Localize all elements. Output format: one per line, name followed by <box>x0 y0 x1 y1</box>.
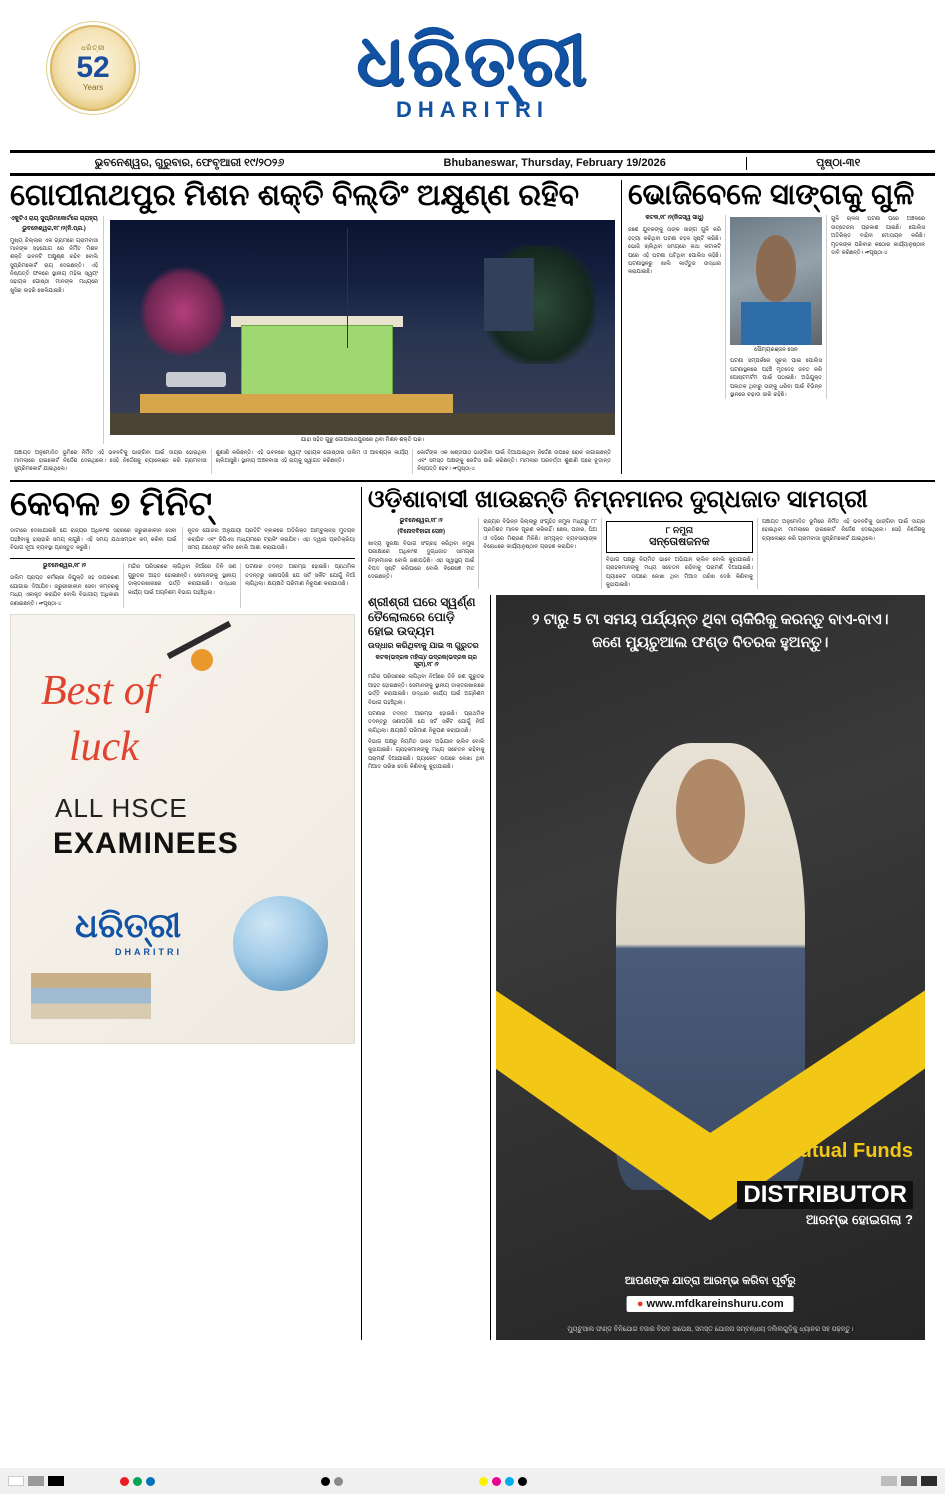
reg-swatch-light <box>881 1476 897 1486</box>
reg-group-1 <box>0 1476 72 1486</box>
reg-dot-key <box>518 1477 527 1486</box>
ad-mutual-fund-wrap[interactable] <box>491 595 925 1340</box>
seven-col-5: ଘଟଣାର ତଦନ୍ତ ଆରମ୍ଭ ହୋଇଛି। ପ୍ରାଥମିକ ତଦନ୍ତରୁ ଜଣାପଡ଼ିଛି ଯେ ସର୍ଟ ସର୍କିଟ ଯୋଗୁଁ ନିଆଁ ଲାଗିଥିଲା। କ୍ଷୟକ୍ଷତି ପରିମାଣ ନିରୂପଣ କରାଯାଉଛି। <box>245 564 355 588</box>
reg-group-5 <box>873 1476 945 1486</box>
mid-section <box>10 480 935 1341</box>
reg-swatch-dark <box>921 1476 937 1486</box>
right-col-2-wrap <box>726 215 827 399</box>
seven-dateline: ଭୁବନେଶ୍ୱର,୧୮।୨ <box>42 563 86 570</box>
lead-lower-columns <box>10 449 615 474</box>
reg-dot-magenta <box>492 1477 501 1486</box>
ad-mf-disclaimer: ମ୍ୟୁଚୁଆଲ ଫଣ୍ଡ ବିନିଯୋଗ ବଜାର ବିପଦ ସାପେକ୍ଷ, ସମସ୍ତ ଯୋଜନା ସମ୍ବନ୍ଧୀୟ ଦଲିଲଗୁଡ଼ିକୁ ଧ୍ୟାନର ସହ ପଢ଼ନ୍ତୁ। <box>567 1326 854 1334</box>
ad-bol-logo-odia: ଧରିତ୍ରୀ <box>75 906 182 945</box>
sample-box-line2: ସନ୍ତୋଷଜନକ <box>649 535 710 548</box>
photo-pole <box>347 228 348 348</box>
ad-mf-url-text: www.mfdkareinshuru.com <box>646 1298 784 1311</box>
ad-mf-title-block <box>737 1140 913 1228</box>
milk-headline: ଓଡ଼ିଶାବାସୀ ଖାଉଛନ୍ତି ନିମ୍ନମାନର ଦୁଗ୍ଧଜାତ ସାମଗ୍ରୀ <box>368 485 868 513</box>
reg-dot-gray <box>334 1477 343 1486</box>
photo-building <box>484 258 535 331</box>
ad-mutual-fund[interactable] <box>496 595 925 1340</box>
logo-odia-text: ଧରିତ୍ରୀ <box>356 20 589 101</box>
right-col-1: ଜଣେ ଯୁବକଙ୍କୁ ତାଙ୍କ ସାଙ୍ଗ ଗୁଳି କରି ହତ୍ୟା କରିଥିବା ଘଟଣା ଚହଳ ସୃଷ୍ଟି କରିଛି। ଭୋଜି ଚାଲିଥିବା ସମୟରେ କଥା କଟାକଟି ପରେ ଏହି ଘଟଣା ଘଟିଥିବା ପୋଲିସ କହିଛି। ଘଟଣାସ୍ଥଳରୁ ଖାଲି କାର୍ତ୍ତୁଜ ଉଦ୍ଧାର କରାଯାଇଛି। <box>628 227 721 276</box>
photo-tree-left <box>140 267 226 357</box>
milk-dateline: ଭୁବନେଶ୍ୱର,୧୮।୨ <box>399 517 443 524</box>
ad-person-head <box>676 759 745 863</box>
lead-photo-block <box>104 216 615 444</box>
books-icon <box>31 973 151 1019</box>
ad-bol-line2: luck <box>69 723 139 770</box>
masthead <box>10 0 935 150</box>
seven-col-3: ତାଲିମ ପ୍ରାପ୍ତ କର୍ମଚାରୀ ନିଯୁକ୍ତି ସହ ଉପକରଣ ଯୋଗାଇ ଦିଆଯିବ। ଜରୁରୀକାଳୀନ ସେବା ନମ୍ବରକୁ ମଧ୍ୟ ଏକୀକୃତ କରାଯିବ ବୋଲି ବିଭାଗୀୟ ଅଧିକାରୀ ଜଣାଇଛନ୍ତି। ☞ପୃଷ୍ଠା-୪ <box>10 575 119 607</box>
ad-mf-top-text <box>496 609 925 654</box>
ad-mf-url[interactable] <box>627 1296 794 1312</box>
temple-col-1: ମନ୍ଦିର ପରିସରରେ ଲାଗିଥିବା ନିଆଁରେ ତିନି ଜଣ ଗୁରୁତର ଆହତ ହୋଇଛନ୍ତି। ସେମାନଙ୍କୁ ସ୍ଥାନୀୟ ଡାକ୍ତରଖାନାରେ ଭର୍ତ୍ତି କରାଯାଇଛି। ଉଦ୍ଧାର କାର୍ଯ୍ୟ ପାଇଁ ଅଗ୍ନିଶମ ବିଭାଗ ପହଞ୍ଚିଥିଲା। <box>368 674 485 706</box>
right-col-2: ଘଟଣା ସମ୍ପର୍କରେ ସୂଚନା ପାଇ ପୋଲିସ ଘଟଣାସ୍ଥଳରେ ପହଞ୍ଚି ମୃତଦେହ ଜବତ କରି ପୋଷ୍ଟମର୍ଟମ ପାଇଁ ପଠାଇଛି। ଅଭିଯୁକ୍ତ ପଳାତକ ଥିବାରୁ ତାଙ୍କୁ ଧରିବା ପାଇଁ ବିଭିନ୍ନ ସ୍ଥାନରେ ଚଢ଼ାଉ ଜାରି ରହିଛି। <box>730 358 822 398</box>
right-photo-caption: ସୌମ୍ୟରଞ୍ଜନ ସେନ <box>754 347 798 354</box>
reg-group-4 <box>471 1477 535 1486</box>
ad-best-of-luck[interactable] <box>10 614 355 1044</box>
reg-swatch-black <box>48 1476 64 1486</box>
masthead-logo <box>356 20 589 123</box>
photo-ground <box>110 413 615 435</box>
milk-col-3: ବିଭାଗ ପକ୍ଷରୁ ନିୟମିତ ଭାବେ ଅଭିଯାନ ଚାଲିବ ବୋଲି କୁହାଯାଇଛି। ଗ୍ରାହକମାନଙ୍କୁ ମଧ୍ୟ ସଚେତନ ରହିବାକୁ ପରାମର୍ଶ ଦିଆଯାଇଛି। ପ୍ୟାକେଟ ଉପରେ ଲେଖା ଥିବା ମିଆଦ ତାରିଖ ଦେଖି କିଣିବାକୁ କୁହାଯାଇଛି। <box>605 556 753 588</box>
reg-dot-green <box>133 1477 142 1486</box>
photo-car <box>166 372 227 387</box>
right-portrait-photo <box>730 217 822 345</box>
ad-bol-line3: ALL HSCE <box>55 792 188 823</box>
temple-headline-3: ହୋଇ ଉଦ୍ୟମ <box>368 624 435 639</box>
photo-house <box>241 325 393 396</box>
seven-minutes-headline: କେବଳ ୭ ମିନିଟ୍ <box>10 484 213 523</box>
lead-dateline: ଭୁବନେଶ୍ୱର,୧୮।୨(ନି.ପ୍ର.) <box>22 225 86 232</box>
lead-kicker: ଏକୁଟିଏ ରାୟ ସୁପ୍ରିମକୋର୍ଟରେ ଗ୍ରାହ୍ୟ <box>10 215 98 222</box>
sample-box-line1: ୮ ନମୁନା <box>665 524 694 535</box>
reg-swatch-mid <box>901 1476 917 1486</box>
lead-photo <box>110 220 615 435</box>
seven-col-2: ନୂତନ ଯୋଜନା ଅନୁଯାୟୀ ପ୍ରତିଟି ବ୍ଲକରେ ଅତିରିକ୍ତ ଆମ୍ବୁଲାନ୍ସ ମୁତୟନ କରାଯିବ ଏବଂ ଜିପିଏସ ମାଧ୍ୟମରେ ଟ୍ରାକିଂ କରାଯିବ। ଏହା ଦ୍ୱାରା ପ୍ରତିକ୍ରିୟା ସମୟ ଯଥେଷ୍ଟ କମିବ ବୋଲି ଆଶା କରାଯାଉଛି। <box>187 528 355 552</box>
lead-col-3: ଶୁଣାଣି କରିଛନ୍ତି। ଏହି ଭବନରେ ସ୍ୱୟଂ ସହାୟକ ଗୋଷ୍ଠୀର ତାଲିମ ଓ ଆବଶ୍ୟକ କାର୍ଯ୍ୟ ଚାଲିଆସୁଛି। ସ୍ଥାନୀୟ ଅଞ୍ଚଳବାସୀ ଏହି ରାୟକୁ ସ୍ୱାଗତ କରିଛନ୍ତି। <box>212 449 414 474</box>
temple-subhead: ଉଦ୍ଧାର କରିଥିବାକୁ ଯାଇ ୩ ଗୁରୁତର <box>368 641 479 651</box>
badge-top-label: ଧରିତ୍ରୀ <box>81 44 105 52</box>
milk-col-1-wrap <box>368 518 479 590</box>
anniversary-badge <box>50 25 136 111</box>
globe-icon <box>233 896 328 991</box>
ad-mf-footer: ଆପଣଙ୍କ ଯାତ୍ରା ଆରମ୍ଭ କରିବା ପୂର୍ବରୁ <box>624 1275 796 1288</box>
right-col-1-wrap <box>628 215 726 399</box>
seven-minutes-story <box>10 484 362 1341</box>
reg-swatch-white <box>8 1476 24 1486</box>
milk-col-2: ରାଜ୍ୟର ବିଭିନ୍ନ ଜିଲ୍ଲାରୁ ସଂଗୃହିତ ନମୁନା ମଧ୍ୟରୁ ୮୮ ପ୍ରତିଶତ ମାନକ ପୂରଣ କରିନାହିଁ। ଛେନା, ପନୀର, ଘିଅ ଓ ଦହିରେ ମିଶ୍ରଣ ମିଳିଛି। ସମ୍ପୃକ୍ତ ବ୍ୟବସାୟୀଙ୍କ ବିରୋଧରେ କାର୍ଯ୍ୟାନୁଷ୍ଠାନ ଗ୍ରହଣ କରାଯିବ। <box>479 518 602 590</box>
ad-bol-line4: EXAMINEES <box>53 826 239 860</box>
badge-bottom-label: Years <box>82 82 104 92</box>
temple-headline-1: ଶ୍ରୀଶ୍ରୀ ଘରେ ସ୍ୱର୍ଣ୍ଣ <box>368 595 476 610</box>
reg-dot-yellow <box>479 1477 488 1486</box>
lead-col-2: ପଞ୍ଚାୟତ ଅନୁମୋଦିତ ଭୂମିରେ ନିର୍ମିତ ଏହି ଭବନଟିକୁ ଭାଙ୍ଗିବା ପାଇଁ ଦାୟର ହୋଇଥିବା ମାମଲାରେ ହାଇକୋର୍ଟ ନିର୍ଦ୍ଦେଶ ଦେଇଥିଲେ। ସେହି ନିର୍ଦ୍ଦେଶକୁ ଚ୍ୟାଲେଞ୍ଜ କରି ଗ୍ରାମବାସୀ ସୁପ୍ରିମକୋର୍ଟ ଯାଇଥିଲେ। <box>10 449 212 474</box>
ad-mf-line1: ୨ ଟାରୁ 5 ଟା ସମୟ ପର୍ଯ୍ୟନ୍ତ ଥିବା ଚାକିରିକୁ କରନ୍ତୁ ବାଏ-ବାଏ। <box>532 611 889 629</box>
right-headline: ଭୋଜିବେଳେ ସାଙ୍ଗକୁ ଗୁଳି <box>628 179 915 211</box>
temple-headline-2: ତୈଲୋଲରେ ପୋଡ଼ି <box>368 609 455 624</box>
portrait-shirt <box>741 302 811 346</box>
milk-story <box>362 487 925 1341</box>
date-english: Bhubaneswar, Thursday, February 19/2026 <box>443 157 666 169</box>
milk-col-1: ଖାଦ୍ୟ ସୁରକ୍ଷା ବିଭାଗ ସଂଗ୍ରହ କରିଥିବା ନମୁନା ପରୀକ୍ଷାରେ ଅଧିକାଂଶ ଦୁଗ୍ଧଜାତ ସାମଗ୍ରୀ ନିମ୍ନମାନର ବୋଲି ଜଣାପଡ଼ିଛି। ଏହା ସ୍ୱାସ୍ଥ୍ୟ ପାଇଁ ବିପଦ ସୃଷ୍ଟି କରିପାରେ ବୋଲି ବିଶେଷଜ୍ଞ ମତ ଦେଇଛନ୍ତି। <box>368 540 475 581</box>
reg-group-2 <box>112 1477 163 1486</box>
reg-dot-blue <box>146 1477 155 1486</box>
ad-mf-title-line2: DISTRIBUTOR <box>737 1181 913 1209</box>
reg-swatch-gray <box>28 1476 44 1486</box>
lead-photo-caption: ଯାହା ସହିତ ଗୁରୁ ଗୋପୀନାଥପୁରରେ ଥିବା ମିଶନ ଶକ୍ତି ଘର। <box>300 436 425 443</box>
page-number: ପୃଷ୍ଠା-୩୧ <box>746 157 929 170</box>
seven-col-4: ମନ୍ଦିର ପରିସରରେ ଲାଗିଥିବା ନିଆଁରେ ତିନି ଜଣ ଗୁରୁତର ଆହତ ହୋଇଛନ୍ତି। ସେମାନଙ୍କୁ ସ୍ଥାନୀୟ ଡାକ୍ତରଖାନାରେ ଭର୍ତ୍ତି କରାଯାଇଛି। ଉଦ୍ଧାର କାର୍ଯ୍ୟ ପାଇଁ ଅଗ୍ନିଶମ ବିଭାଗ ପହଞ୍ଚିଥିଲା। <box>124 563 241 608</box>
temple-story <box>368 595 491 1340</box>
right-dateline: କଟକ,୧୮।୨(ନିଜସ୍ୱ ସାଧୁ) <box>645 215 704 222</box>
logo-english-text: DHARITRI <box>395 97 550 123</box>
temple-col-3: ବିଭାଗ ପକ୍ଷରୁ ନିୟମିତ ଭାବେ ଅଭିଯାନ ଚାଲିବ ବୋଲି କୁହାଯାଇଛି। ଗ୍ରାହକମାନଙ୍କୁ ମଧ୍ୟ ସଚେତନ ରହିବାକୁ ପରାମର୍ଶ ଦିଆଯାଇଛି। ପ୍ୟାକେଟ ଉପରେ ଲେଖା ଥିବା ମିଆଦ ତାରିଖ ଦେଖି କିଣିବାକୁ କୁହାଯାଇଛି। <box>368 739 485 771</box>
top-section <box>10 180 935 474</box>
ad-mf-line2: ଜଣେ ମ୍ୟୁଚୁଆଲ ଫଣ୍ଡ ବିତରକ ହୁଅନ୍ତୁ। <box>592 633 829 651</box>
reg-dot-red <box>120 1477 129 1486</box>
temple-col-2: ଘଟଣାର ତଦନ୍ତ ଆରମ୍ଭ ହୋଇଛି। ପ୍ରାଥମିକ ତଦନ୍ତରୁ ଜଣାପଡ଼ିଛି ଯେ ସର୍ଟ ସର୍କିଟ ଯୋଗୁଁ ନିଆଁ ଲାଗିଥିଲା। କ୍ଷୟକ୍ଷତି ପରିମାଣ ନିରୂପଣ କରାଯାଉଛି। <box>368 710 485 734</box>
seven-col-1: ଡାଟାରେ ଦେଖାଯାଇଛି ଯେ ରାଜ୍ୟର ଅଧିକାଂଶ ସହରରେ ଜରୁରୀକାଳୀନ ସେବା ପହଞ୍ଚିବାକୁ ହାରାହାରି ସମୟ ଲାଗୁଛି। ଏହି ସମୟ ଯଥାସମ୍ଭବ କମ୍ କରିବା ପାଇଁ ବିଭାଗ ନୂଆ ବ୍ୟବସ୍ଥା ପ୍ରସ୍ତୁତ କରୁଛି। <box>10 527 183 552</box>
lead-left-column <box>10 216 104 444</box>
portrait-face <box>756 235 796 302</box>
date-bar <box>10 150 935 176</box>
right-col-3: ଗୁଳି ଚାଳନା ଘଟଣା ପରେ ଅଞ୍ଚଳରେ ଉତ୍ତେଜନା ପ୍ରକାଶ ପାଇଛି। ପୋଲିସ ଅତିରିକ୍ତ ବାହିନୀ ମୋତାୟନ କରିଛି। ମୃତକଙ୍କ ପରିବାର କଠୋର କାର୍ଯ୍ୟାନୁଷ୍ଠାନ ଦାବି କରିଛନ୍ତି। ☞ପୃଷ୍ଠା-୪ <box>830 216 925 256</box>
temple-dateline: କଟକ(ଭଦ୍ରକ ମହିଳା)/ ଭଦ୍ରକ(ଭଦ୍ରକ ଗ୍ର ସୂଚୀ),୧୮।୨ <box>375 655 477 669</box>
seven-lower-1 <box>10 563 124 608</box>
lead-story <box>10 180 622 474</box>
pin-icon <box>191 649 213 671</box>
print-registration-bar <box>0 1468 945 1494</box>
right-story <box>622 180 925 474</box>
sample-box <box>606 521 753 553</box>
lead-col-4: କୋର୍ଟଙ୍କ ଏକ ଖଣ୍ଡପୀଠ ଭାଙ୍ଗିବା ପାଇଁ ଦିଆଯାଇଥିବା ନିର୍ଦ୍ଦେଶ ଉପରେ ରୋକ ଲଗାଇଛନ୍ତି ଏବଂ ସମସ୍ତ ପକ୍ଷଙ୍କୁ ନୋଟିସ ଜାରି କରିଛନ୍ତି। ମାମଲାର ପରବର୍ତ୍ତୀ ଶୁଣାଣି ପରେ ଚୂଡ଼ାନ୍ତ ନିଷ୍ପତ୍ତି ହେବ। ☞ପୃଷ୍ଠା-୪ <box>417 449 611 473</box>
ad-mf-title-line3: ଆରମ୍ଭ ହୋଇଗଲା ? <box>806 1212 913 1228</box>
date-odia: ଭୁବନେଶ୍ୱର, ଗୁରୁବାର, ଫେବୃଆରୀ ୧୯/୨୦୨୬ <box>94 156 285 169</box>
reg-dot-cyan <box>505 1477 514 1486</box>
reg-group-3 <box>313 1477 351 1486</box>
lead-col-1: ମୁଖ୍ୟ ଜିଲ୍ଲାର ଏକ ଗ୍ରାମରେ ଗ୍ରାମବାସୀ ମାନଙ୍କ ସହଯୋଗ ରେ ନିର୍ମିତ ମିଶନ ଶକ୍ତି ଭବନଟି ଅକ୍ଷୁଣ୍ଣ ରହିବ ବୋଲି ସୁପ୍ରିମକୋର୍ଟ ରାୟ ଦେଇଛନ୍ତି। ଏହି ନିଷ୍ପତ୍ତି ଫଳରେ ସ୍ଥାନୀୟ ମହିଳା ସ୍ୱୟଂ ସହାୟକ ଗୋଷ୍ଠୀ ମାନଙ୍କ ମଧ୍ୟରେ ଖୁସିର ଲହରି ଖେଳିଯାଇଛି। <box>10 237 98 294</box>
milk-col-3-wrap <box>602 518 758 590</box>
milk-col-4: ପଞ୍ଚାୟତ ଅନୁମୋଦିତ ଭୂମିରେ ନିର୍ମିତ ଏହି ଭବନଟିକୁ ଭାଙ୍ଗିବା ପାଇଁ ଦାୟର ହୋଇଥିବା ମାମଲାରେ ହାଇକୋର୍ଟ ନିର୍ଦ୍ଦେଶ ଦେଇଥିଲେ। ସେହି ନିର୍ଦ୍ଦେଶକୁ ଚ୍ୟାଲେଞ୍ଜ କରି ଗ୍ରାମବାସୀ ସୁପ୍ରିମକୋର୍ଟ ଯାଇଥିଲେ। <box>761 518 925 542</box>
reg-dot-black <box>321 1477 330 1486</box>
badge-number: 52 <box>76 50 110 84</box>
lead-headline: ଗୋପୀନାଥପୁର ମିଶନ ଶକ୍ତି ବିଲ୍ଡିଂ ଅକ୍ଷୁଣ୍ଣ ରହିବ <box>10 179 580 212</box>
milk-dateline-2: (ବିନୋଦବିହାରୀ ସେନ) <box>397 528 445 535</box>
ad-bol-line1: Best of <box>41 667 157 714</box>
globe-link-icon: ● <box>636 1298 644 1311</box>
ad-mf-title-line1: Mutual Funds <box>783 1140 913 1163</box>
ad-bol-logo-en: DHARITRI <box>115 946 182 957</box>
